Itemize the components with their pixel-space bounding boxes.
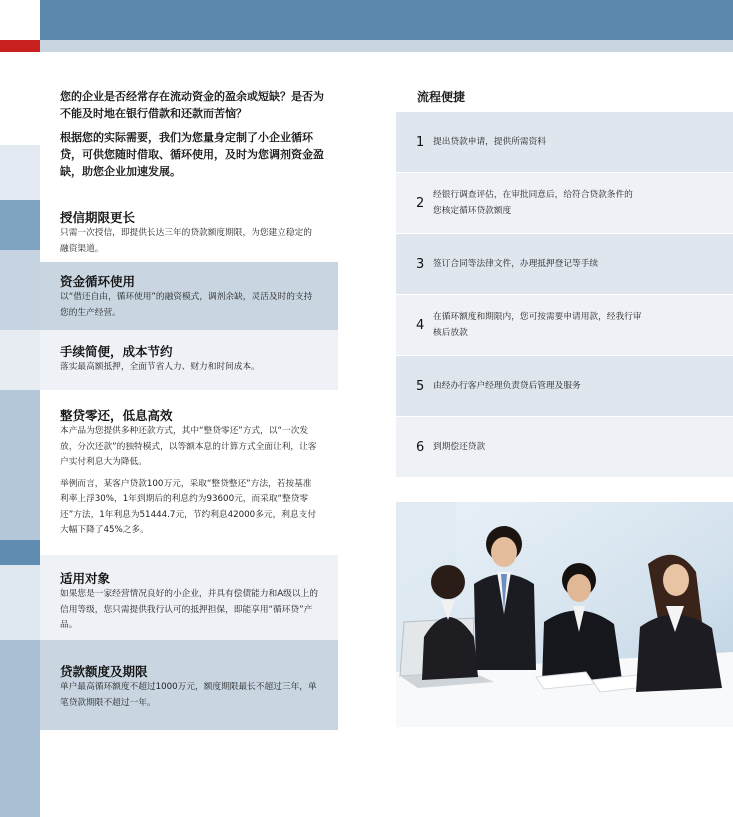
step-number: 2 — [416, 195, 425, 211]
feature-credit-term — [40, 200, 338, 262]
step-number: 5 — [416, 378, 425, 394]
business-meeting-photo — [396, 502, 733, 727]
feature-body: 以“借还自由，循环使用”的融资模式，调剂余缺，灵活及时的支持您的生产经营。 — [60, 292, 313, 318]
flow-title: 流程便捷 — [417, 90, 466, 104]
feature-target-customers — [40, 555, 338, 640]
feature-title: 授信期限更长 — [60, 210, 136, 225]
flow-step — [396, 356, 733, 416]
left-strip-block — [0, 145, 40, 200]
feature-body: 落实最高额抵押，全面节省人力、财力和时间成本。 — [60, 362, 260, 372]
feature-title: 整贷零还，低息高效 — [60, 408, 173, 423]
feature-title: 贷款额度及期限 — [60, 664, 148, 679]
step-text: 到期偿还贷款 — [433, 442, 486, 452]
step-text: 签订合同等法律文件，办理抵押登记等手续 — [433, 259, 599, 269]
red-accent-mark — [0, 40, 40, 52]
flow-step — [396, 295, 733, 355]
intro-answer: 根据您的实际需要，我们为您量身定制了小企业循环贷，可供您随时借取、循环使用，及时为您调剂资金盈缺，助您企业加速发展。 — [60, 131, 324, 178]
header-light-band — [40, 40, 733, 52]
step-text: 提出贷款申请，提供所需资料 — [433, 137, 546, 147]
intro-question: 您的企业是否经常存在流动资金的盈余或短缺？是否为不能及时地在银行借款和还款而苦恼？ — [60, 90, 324, 120]
flow-step — [396, 112, 733, 172]
feature-revolving-funds — [40, 262, 338, 330]
left-strip-block — [0, 330, 40, 390]
feature-body: 只需一次授信，即提供长达三年的贷款额度期限，为您建立稳定的融资渠道。 — [60, 228, 312, 254]
left-strip-block — [0, 565, 40, 640]
step-number: 4 — [416, 317, 425, 333]
left-strip-block — [0, 540, 40, 565]
step-number: 1 — [416, 134, 425, 150]
feature-body: 单户最高循环额度不超过1000万元，额度期限最长不超过三年，单笔贷款期限不超过一年。 — [60, 682, 317, 708]
step-text: 在循环额度和期限内，您可按需要申请用款，经我行审核后放款 — [433, 312, 642, 338]
feature-example: 举例而言，某客户贷款100万元，采取“整贷整还”方法，若按基准利率上浮30%，1年到期后的利息约为93600元，而采取“整贷零还”方法，1年利息为51444.7元，节约利息42000多元，利息支付大幅下降了45%之多。 — [60, 478, 317, 535]
flow-step — [396, 417, 733, 477]
left-strip-block — [0, 640, 40, 817]
feature-title: 手续简便，成本节约 — [60, 344, 173, 359]
header-band — [40, 0, 733, 40]
left-strip-block — [0, 250, 40, 330]
step-number: 6 — [416, 439, 425, 455]
feature-simple-procedure — [40, 330, 338, 390]
feature-title: 适用对象 — [60, 571, 111, 586]
left-strip-block — [0, 390, 40, 540]
step-number: 3 — [416, 256, 425, 272]
feature-installment-repayment — [40, 390, 338, 555]
flow-step — [396, 173, 733, 233]
left-strip-block — [0, 200, 40, 250]
step-text: 经银行调查评估，在审批同意后，给符合贷款条件的您核定循环贷款额度 — [433, 190, 633, 216]
flow-step — [396, 234, 733, 294]
feature-body: 本产品为您提供多种还款方式，其中“整贷零还”方式，以“一次发放，分次还款”的独特模式，以等额本息的计算方式全面让利，让客户实付利息大为降低。 — [60, 426, 317, 467]
feature-body: 如果您是一家经营情况良好的小企业，并具有偿债能力和A级以上的信用等级，您只需提供我行认可的抵押担保，即能享用“循环贷”产品。 — [60, 589, 318, 630]
feature-loan-limit — [40, 640, 338, 730]
step-text: 由经办行客户经理负责贷后管理及服务 — [433, 381, 581, 391]
feature-title: 资金循环使用 — [60, 274, 136, 289]
